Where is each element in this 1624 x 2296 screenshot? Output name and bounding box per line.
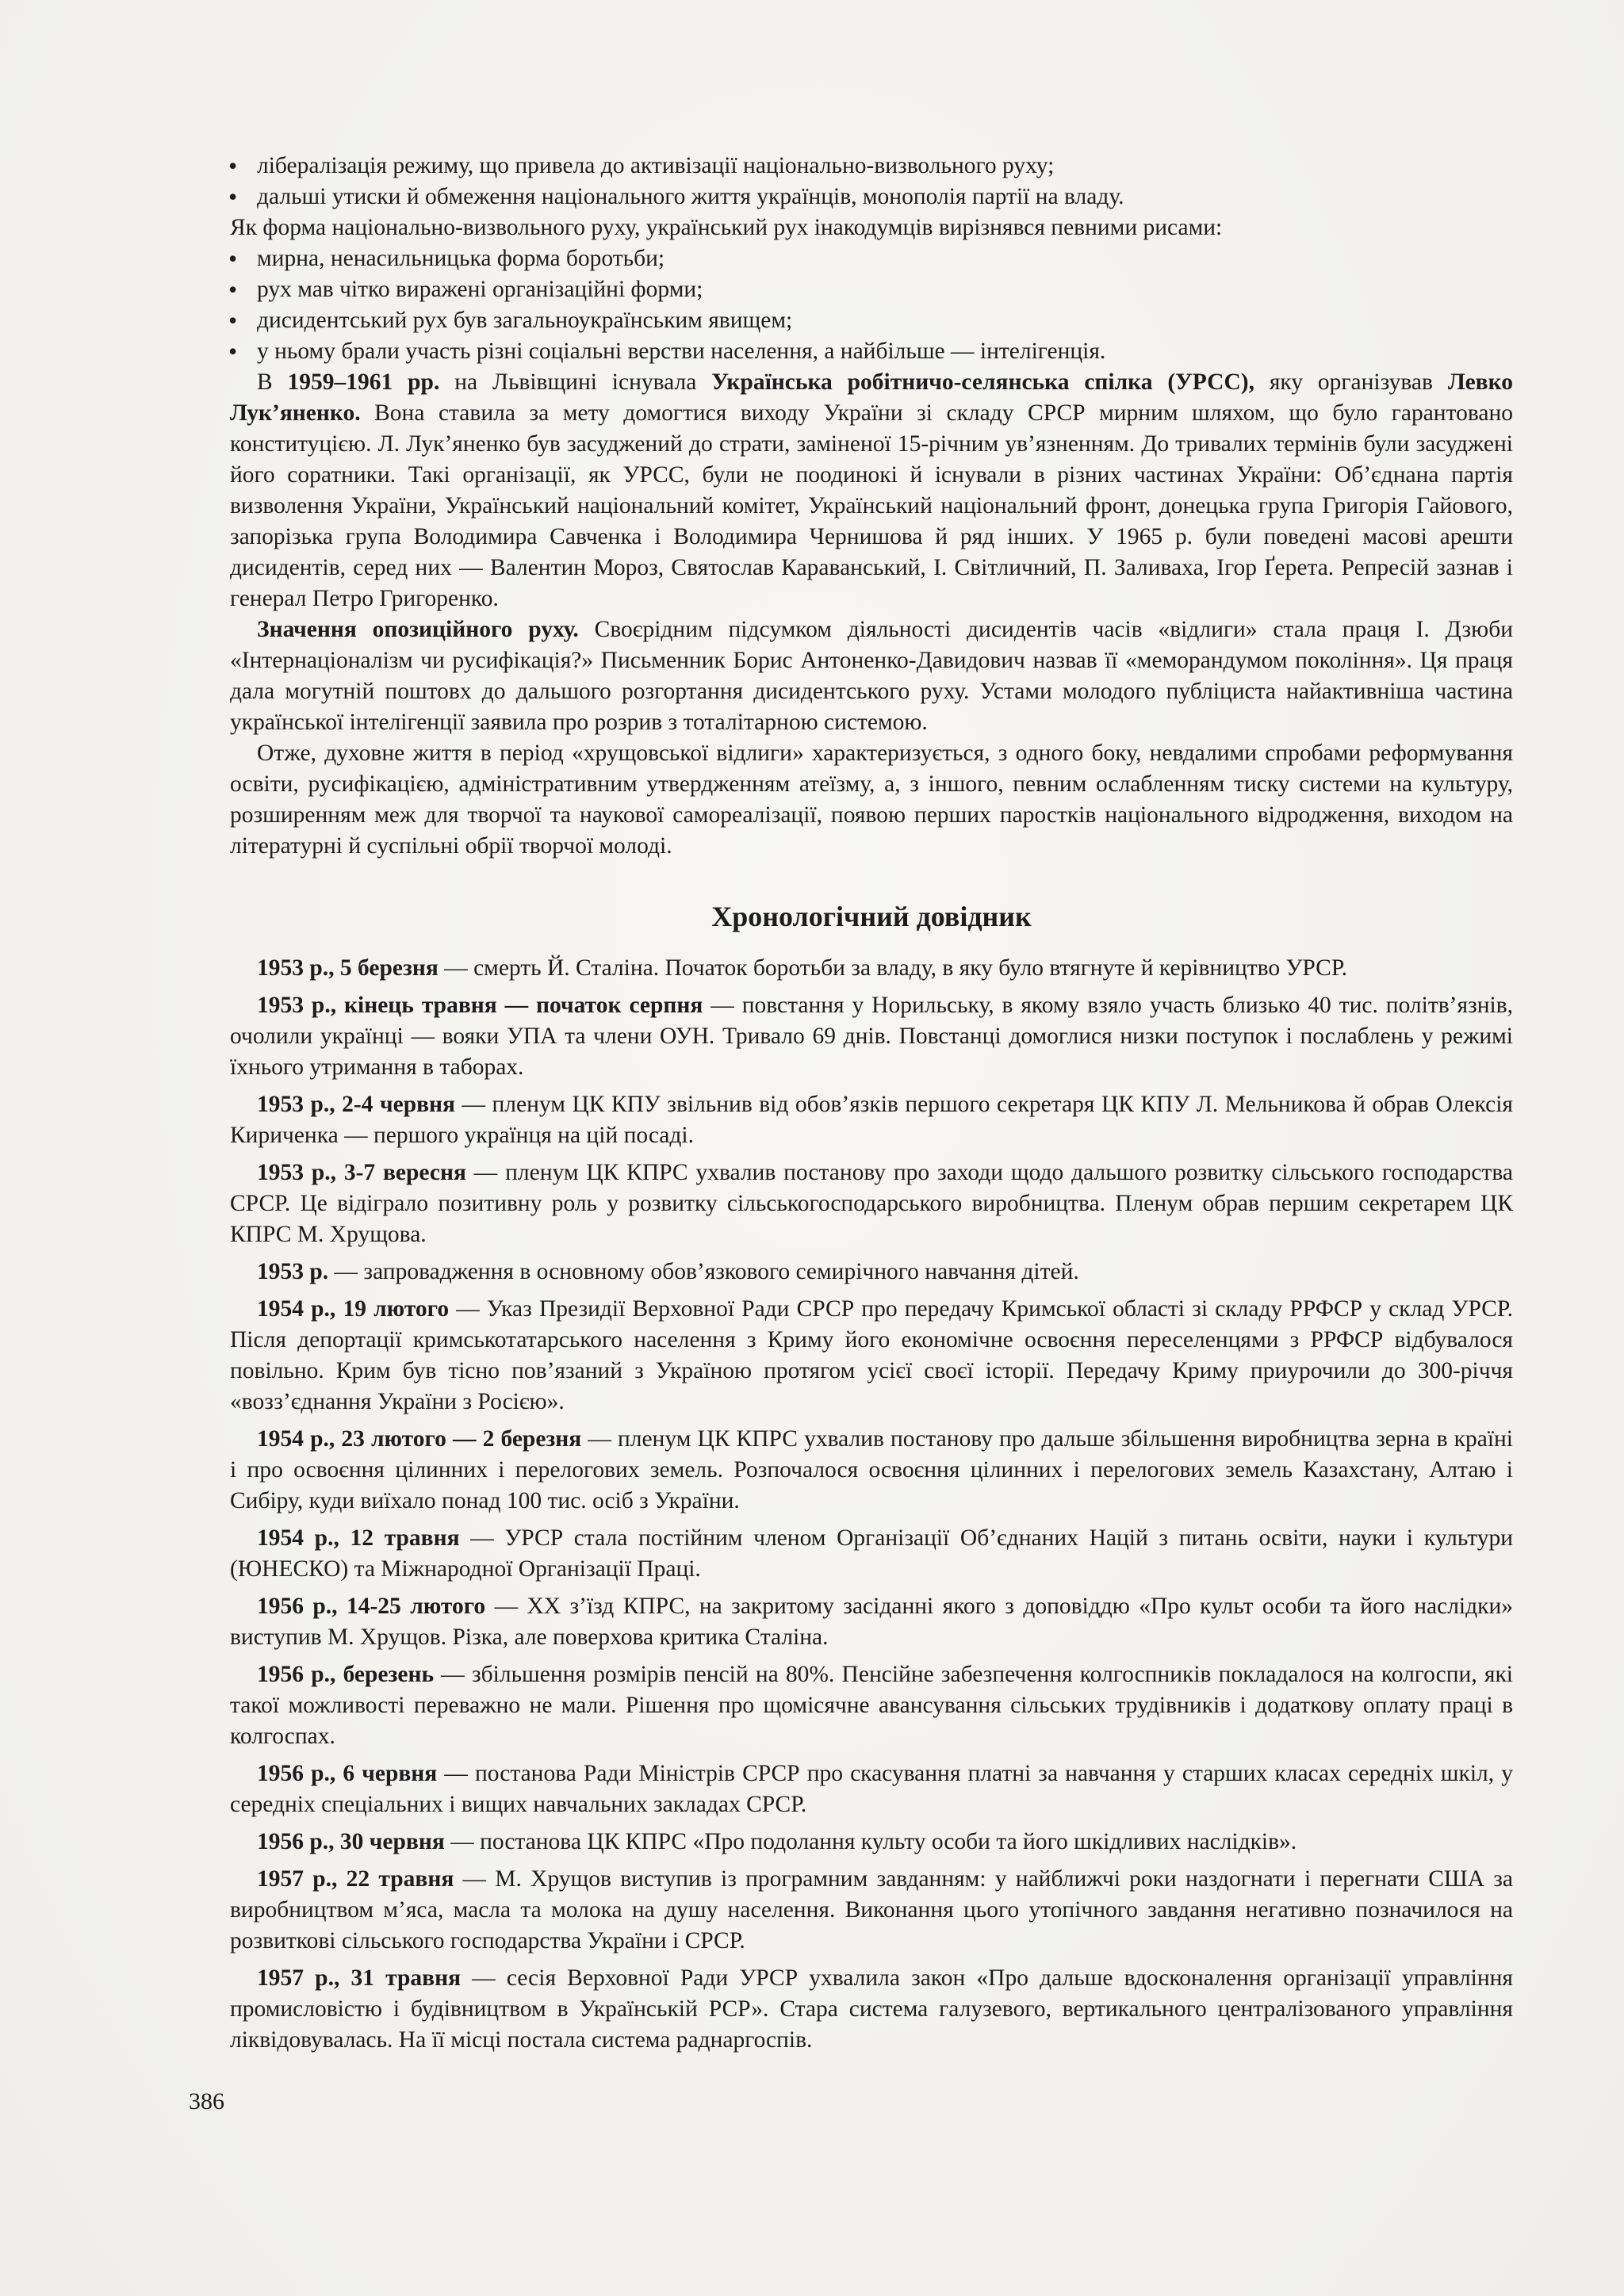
entry-date: 1953 р., 5 березня: [257, 955, 439, 981]
paragraph-urss: [230, 367, 1513, 614]
entry-date: 1953 р., 2-4 червня: [257, 1092, 456, 1117]
chronology-list: [230, 953, 1513, 2056]
chronology-entry: [230, 1257, 1513, 1288]
bullet-list-consequences: [230, 151, 1513, 212]
entry-text: — пленум ЦК КПРС ухвалив постанову про заходи щодо дальшого розвитку сільського господарства СРСР. Це відіграло позитивну роль у розвитку сільськогосподарського виробництва. Пленум обрав першим секретарем ЦК КПРС М. Хрущова.: [230, 1160, 1513, 1247]
entry-date: 1957 р., 22 травня: [257, 1866, 454, 1892]
text-run: В: [257, 369, 288, 395]
entry-text: — сесія Верховної Ради УРСР ухвалила закон «Про дальше вдосконалення організації управління промисловістю і будівництвом в Українській РСР». Стара система галузевого, вертикального централізованого управління ліквідовувалась. На її місці постала система раднаргоспів.: [230, 1965, 1513, 2053]
bullet-item: • дальші утиски й обмеження національного життя українців, монополія партії на владу.: [230, 182, 1513, 212]
entry-text: — смерть Й. Сталіна. Початок боротьби за владу, в яку було втягнуте й керівництво УРСР.: [438, 955, 1347, 981]
bullet-item: • мирна, ненасильницька форма боротьби;: [230, 243, 1513, 274]
chronology-entry: [230, 1758, 1513, 1820]
entry-date: 1954 р., 12 травня: [257, 1525, 460, 1551]
intro-line: Як форма національно-визвольного руху, український рух інакодумців вирізнявся певними рисами:: [230, 215, 1223, 240]
entry-text: — пленум ЦК КПРС ухвалив постанову про дальше збільшення виробництва зерна в країні і про освоєння цілинних і перелогових земель. Розпочалося освоєння цілинних і перелогових земель Казахстану, Алтаю і Сибіру, куди виїхало понад 100 тис. осіб з України.: [230, 1426, 1514, 1513]
entry-text: — збільшення розмірів пенсій на 80%. Пенсійне забезпечення колгоспників покладалося на колгоспи, які такої можливості переважно не мали. Рішення про щомісячне авансування сільських трудівників і додаткову оплату праці в колгоспах.: [230, 1662, 1514, 1749]
entry-text: — повстання у Норильську, в якому взяло участь близько 40 тис. політв’язнів, очолили українці — вояки УПА та члени ОУН. Тривало 69 днів. Повстанці домоглися низки поступок і послаблень у режимі їхнього утримання в таборах.: [230, 993, 1514, 1080]
bullet-item: • лібералізація режиму, що привела до активізації національно-визвольного руху;: [230, 151, 1513, 182]
entry-text: — УРСР стала постійним членом Організації Об’єднаних Націй з питань освіти, науки і культури (ЮНЕСКО) та Міжнародної Організації Праці.: [230, 1525, 1513, 1582]
paragraph-conclusion: Отже, духовне життя в період «хрущовської відлиги» характеризується, з одного боку, невдалими спробами реформування освіти, русифікацією, адміністративним утвердженням атеїзму, а, з іншого, певним ослабленням тиску системи на культуру, розширенням меж для творчої та наукової самореалізації, появою перших паростків національного відродження, виходом на літературні й суспільні обрії творчої молоді.: [230, 740, 1513, 859]
bullet-item: • у ньому брали участь різні соціальні верстви населення, а найбільше — інтелігенція.: [230, 336, 1513, 367]
bullet-item: • дисидентський рух був загальноукраїнським явищем;: [230, 305, 1513, 336]
chronology-entry: [230, 1424, 1513, 1517]
section-heading: Хронологічний довідник: [711, 901, 1032, 932]
entry-date: 1953 р., 3-7 вересня: [257, 1160, 466, 1185]
entry-text: — пленум ЦК КПУ звільнив від обов’язків першого секретаря ЦК КПУ Л. Мельникова й обрав Олексія Кириченка — першого українця на цій посаді.: [230, 1092, 1513, 1148]
chronology-entry: [230, 1659, 1513, 1752]
chronology-entry: [230, 990, 1513, 1083]
entry-date: 1956 р., 30 червня: [257, 1829, 445, 1854]
chronology-entry: [230, 953, 1513, 984]
entry-date: 1956 р., березень: [257, 1662, 435, 1687]
chronology-entry: [230, 1523, 1513, 1585]
page-number: 386: [189, 2088, 224, 2114]
chronology-entry: [230, 1294, 1513, 1418]
text-run: Своєрідним підсумком діяльності дисидентів часів «відлиги» стала праця І. Дзюби «Інтернаціоналізм чи русифікація?» Письменник Борис Антоненко-Давидович назвав її «меморандумом покоління». Ця праця дала могутній поштовх до дальшого розгортання дисидентського руху. Устами молодого публіциста найактивніша частина української інтелігенції заявила про розрив з тоталітарною системою.: [230, 617, 1513, 735]
entry-text: — постанова ЦК КПРС «Про подолання культу особи та його шкідливих наслідків».: [444, 1829, 1297, 1854]
entry-date: 1954 р., 19 лютого: [257, 1296, 450, 1322]
entry-text: — М. Хрущов виступив із програмним завданням: у найближчі роки наздогнати і перегнати США за виробництвом м’яса, масла та молока на душу населення. Виконання цього утопічного завдання негативно позначилося на розвиткові сільського господарства України і СРСР.: [230, 1866, 1513, 1954]
bullet-item: • рух мав чітко виражені організаційні форми;: [230, 274, 1513, 305]
entry-date: 1954 р., 23 лютого — 2 березня: [257, 1426, 582, 1452]
text-run: на Львівщині існувала: [439, 369, 712, 395]
entry-text: — Указ Президії Верховної Ради СРСР про передачу Кримської області зі складу РРФСР у склад УРСР. Після депортації кримськотатарського населення з Криму його економічне освоєння переселенцями з РРФСР відбувалося повільно. Крим був тісно пов’язаний з Україною протягом усієї своєї історії. Передачу Криму приурочили до 300-річчя «возз’єднання України з Росією».: [230, 1296, 1513, 1414]
chronology-entry: [230, 1864, 1513, 1957]
entry-date: 1953 р., кінець травня — початок серпня: [257, 993, 703, 1018]
page-content: [230, 151, 1513, 2062]
entry-date: 1956 р., 6 червня: [257, 1761, 438, 1786]
chronology-entry: [230, 1591, 1513, 1653]
bold-run: Левко Лук’яненко.: [230, 369, 1513, 426]
entry-text: — запровадження в основному обов’язкового семирічного навчання дітей.: [328, 1259, 1079, 1284]
entry-date: 1957 р., 31 травня: [257, 1965, 462, 1991]
text-run: яку організував: [1254, 369, 1448, 395]
paragraph-opposition: [230, 614, 1513, 738]
entry-date: 1953 р.: [257, 1259, 329, 1284]
bold-run: Значення опозиційного руху.: [257, 617, 579, 642]
chronology-entry: [230, 1158, 1513, 1250]
chronology-entry: [230, 1089, 1513, 1151]
chronology-entry: [230, 1963, 1513, 2056]
entry-text: — XX з’їзд КПРС, на закритому засіданні якого з доповіддю «Про культ особи та його наслідки» виступив М. Хрущов. Різка, але поверхова критика Сталіна.: [230, 1594, 1513, 1650]
entry-text: — постанова Ради Міністрів СРСР про скасування платні за навчання у старших класах середніх шкіл, у середніх спеціальних і вищих навчальних закладах СРСР.: [230, 1761, 1513, 1817]
entry-date: 1956 р., 14-25 лютого: [257, 1594, 486, 1619]
text-run: Вона ставила за мету домогтися виходу України зі складу СРСР мирним шляхом, що було гарантовано конституцією. Л. Лук’яненко був засуджений до страти, заміненої 15-річним ув’язненням. До тривалих термінів були засуджені його соратники. Такі організації, як УРСС, були не поодинокі й існували в різних частинах України: Об’єднана партія визволення України, Український національний комітет, Український національний фронт, донецька група Григорія Гайового, запорізька група Володимира Савченка і Володимира Чернишова й ряд інших. У 1965 р. були поведені масові арешти дисидентів, серед них — Валентин Мороз, Святослав Караванський, І. Світличний, П. Заливаха, Ігор Ґерета. Репресій зазнав і генерал Петро Григоренко.: [230, 400, 1513, 611]
bold-run: 1959–1961 рр.: [287, 369, 440, 395]
chronology-entry: [230, 1827, 1513, 1858]
bold-run: Українська робітничо-селянська спілка (УРСС),: [711, 369, 1254, 395]
bullet-list-features: [230, 243, 1513, 367]
